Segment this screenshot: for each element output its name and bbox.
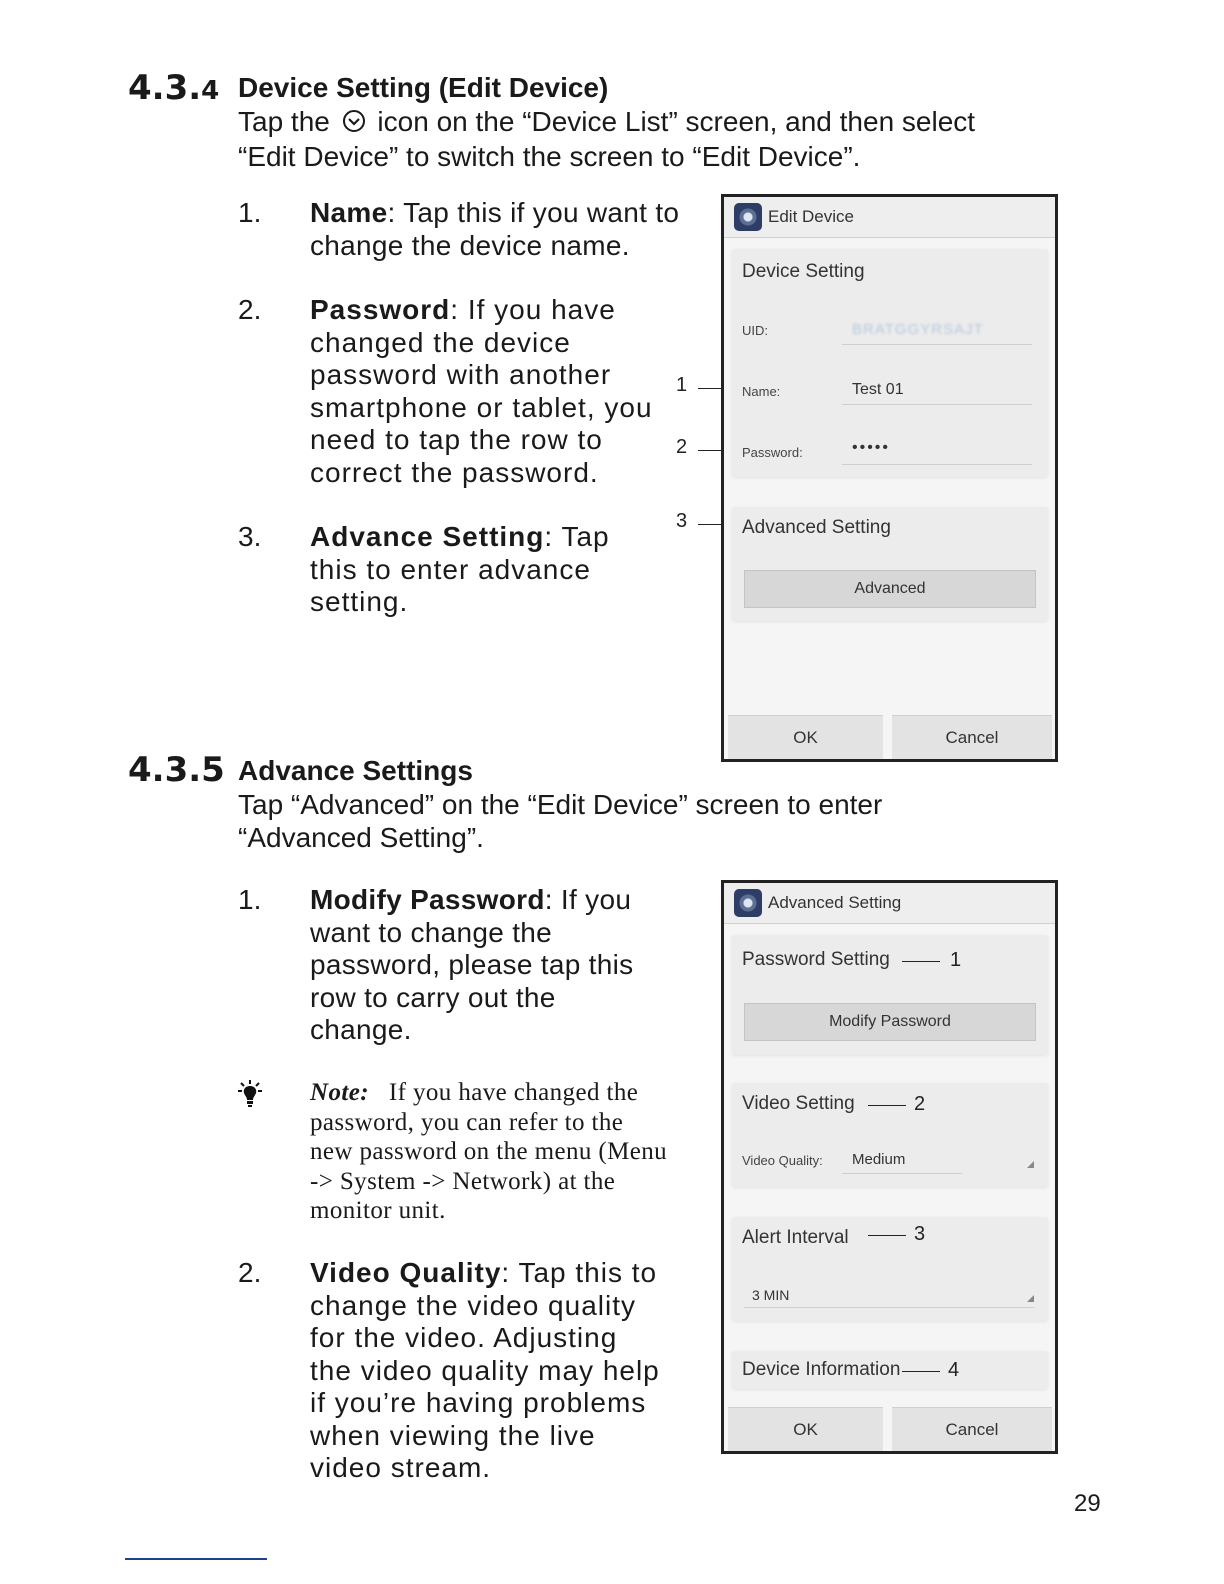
cancel-button[interactable]: Cancel (892, 1407, 1052, 1451)
video-quality-label: Video Quality: (742, 1153, 823, 1168)
edit-device-screenshot (721, 194, 1058, 762)
field-underline (842, 404, 1032, 405)
callout-line (902, 1371, 940, 1372)
list-item-password: Password: If you have changed the device password with another smartphone or tablet, you need to tap the row to correct the password. (310, 294, 653, 488)
callout-number: 4 (948, 1359, 960, 1381)
alert-interval-card (732, 1217, 1048, 1321)
advanced-setting-card (732, 507, 1048, 621)
name-label: Name: (742, 384, 781, 399)
section-intro-434: Tap the icon on the “Device List” screen, and then select “Edit Device” to switch the screen to “Edit Device”. (238, 106, 976, 172)
advanced-setting-screenshot (721, 880, 1058, 1454)
app-title-bar (724, 197, 1055, 238)
uid-label: UID: (742, 323, 768, 338)
section-number-435: 4.3.5 (128, 750, 225, 790)
device-information-row[interactable] (732, 1351, 1048, 1389)
section-number-434: 4.3.4 (128, 68, 220, 108)
list-number: 1. (238, 884, 262, 915)
cancel-button[interactable]: Cancel (892, 715, 1052, 759)
ok-button[interactable]: OK (728, 1407, 883, 1451)
list-number: 2. (238, 294, 262, 325)
field-underline (842, 344, 1032, 345)
callout-number: 2 (914, 1093, 926, 1115)
list-number: 2. (238, 1257, 262, 1288)
list-item-name: Name: Tap this if you want to change the device name. (310, 197, 680, 261)
alert-interval-select[interactable]: 3 MIN (752, 1287, 790, 1303)
password-setting-card (732, 935, 1048, 1055)
modify-password-button[interactable]: Modify Password (744, 1003, 1036, 1041)
page-number: 29 (1074, 1490, 1101, 1517)
device-setting-card (732, 249, 1048, 477)
section-intro-435: Tap “Advanced” on the “Edit Device” screen to enter “Advanced Setting”. (238, 789, 883, 853)
list-number: 1. (238, 197, 262, 228)
app-camera-icon (734, 889, 762, 917)
circle-chevron-down-icon (342, 107, 366, 140)
field-underline (842, 464, 1032, 465)
list-item-advance-setting: Advance Setting: Tap this to enter advance setting. (310, 521, 610, 617)
password-label: Password: (742, 445, 803, 460)
app-title-bar (724, 883, 1055, 924)
callout-number: 2 (676, 436, 688, 458)
card-title: Device Setting (742, 261, 865, 282)
callout-line (868, 1235, 906, 1236)
card-title: Password Setting (742, 949, 890, 970)
callout-number: 1 (950, 949, 962, 971)
advanced-button[interactable]: Advanced (744, 570, 1036, 608)
callout-number: 3 (914, 1223, 926, 1245)
card-title: Alert Interval (742, 1227, 849, 1248)
app-camera-icon (734, 203, 762, 231)
list-number: 3. (238, 521, 262, 552)
lightbulb-icon (238, 1080, 262, 1113)
footer-rule (125, 1558, 267, 1560)
video-setting-card (732, 1083, 1048, 1187)
callout-line (868, 1105, 906, 1106)
list-item-video-quality: Video Quality: Tap this to change the video quality for the video. Adjusting the video quality may help if you’re having problems when viewing the live video stream. (310, 1257, 660, 1483)
field-underline (842, 1173, 962, 1174)
dropdown-corner-icon (1027, 1295, 1034, 1302)
callout-line (902, 961, 940, 962)
callout-number: 3 (676, 510, 688, 532)
screen-title: Edit Device (768, 207, 854, 226)
screen-title: Advanced Setting (768, 893, 902, 912)
name-field[interactable]: Test 01 (852, 381, 904, 398)
section-title-435: Advance Settings (238, 755, 473, 786)
uid-value: BRATGGYRSAJT (852, 321, 984, 338)
callout-number: 1 (676, 374, 688, 396)
password-field[interactable]: ••••• (852, 439, 891, 456)
dropdown-corner-icon (1027, 1161, 1034, 1168)
card-title: Video Setting (742, 1093, 855, 1114)
field-underline (744, 1307, 1034, 1308)
video-quality-select[interactable]: Medium (852, 1151, 906, 1168)
note-text: Note: If you have changed the password, you can refer to the new password on the menu (Menu -> System -> Network) at the monitor unit. (310, 1079, 668, 1224)
list-item-modify-password: Modify Password: If you want to change the password, please tap this row to carry out the change. (310, 884, 634, 1045)
card-title: Advanced Setting (742, 517, 891, 538)
card-title: Device Information (742, 1359, 901, 1380)
ok-button[interactable]: OK (728, 715, 883, 759)
section-title-434: Device Setting (Edit Device) (238, 72, 609, 103)
